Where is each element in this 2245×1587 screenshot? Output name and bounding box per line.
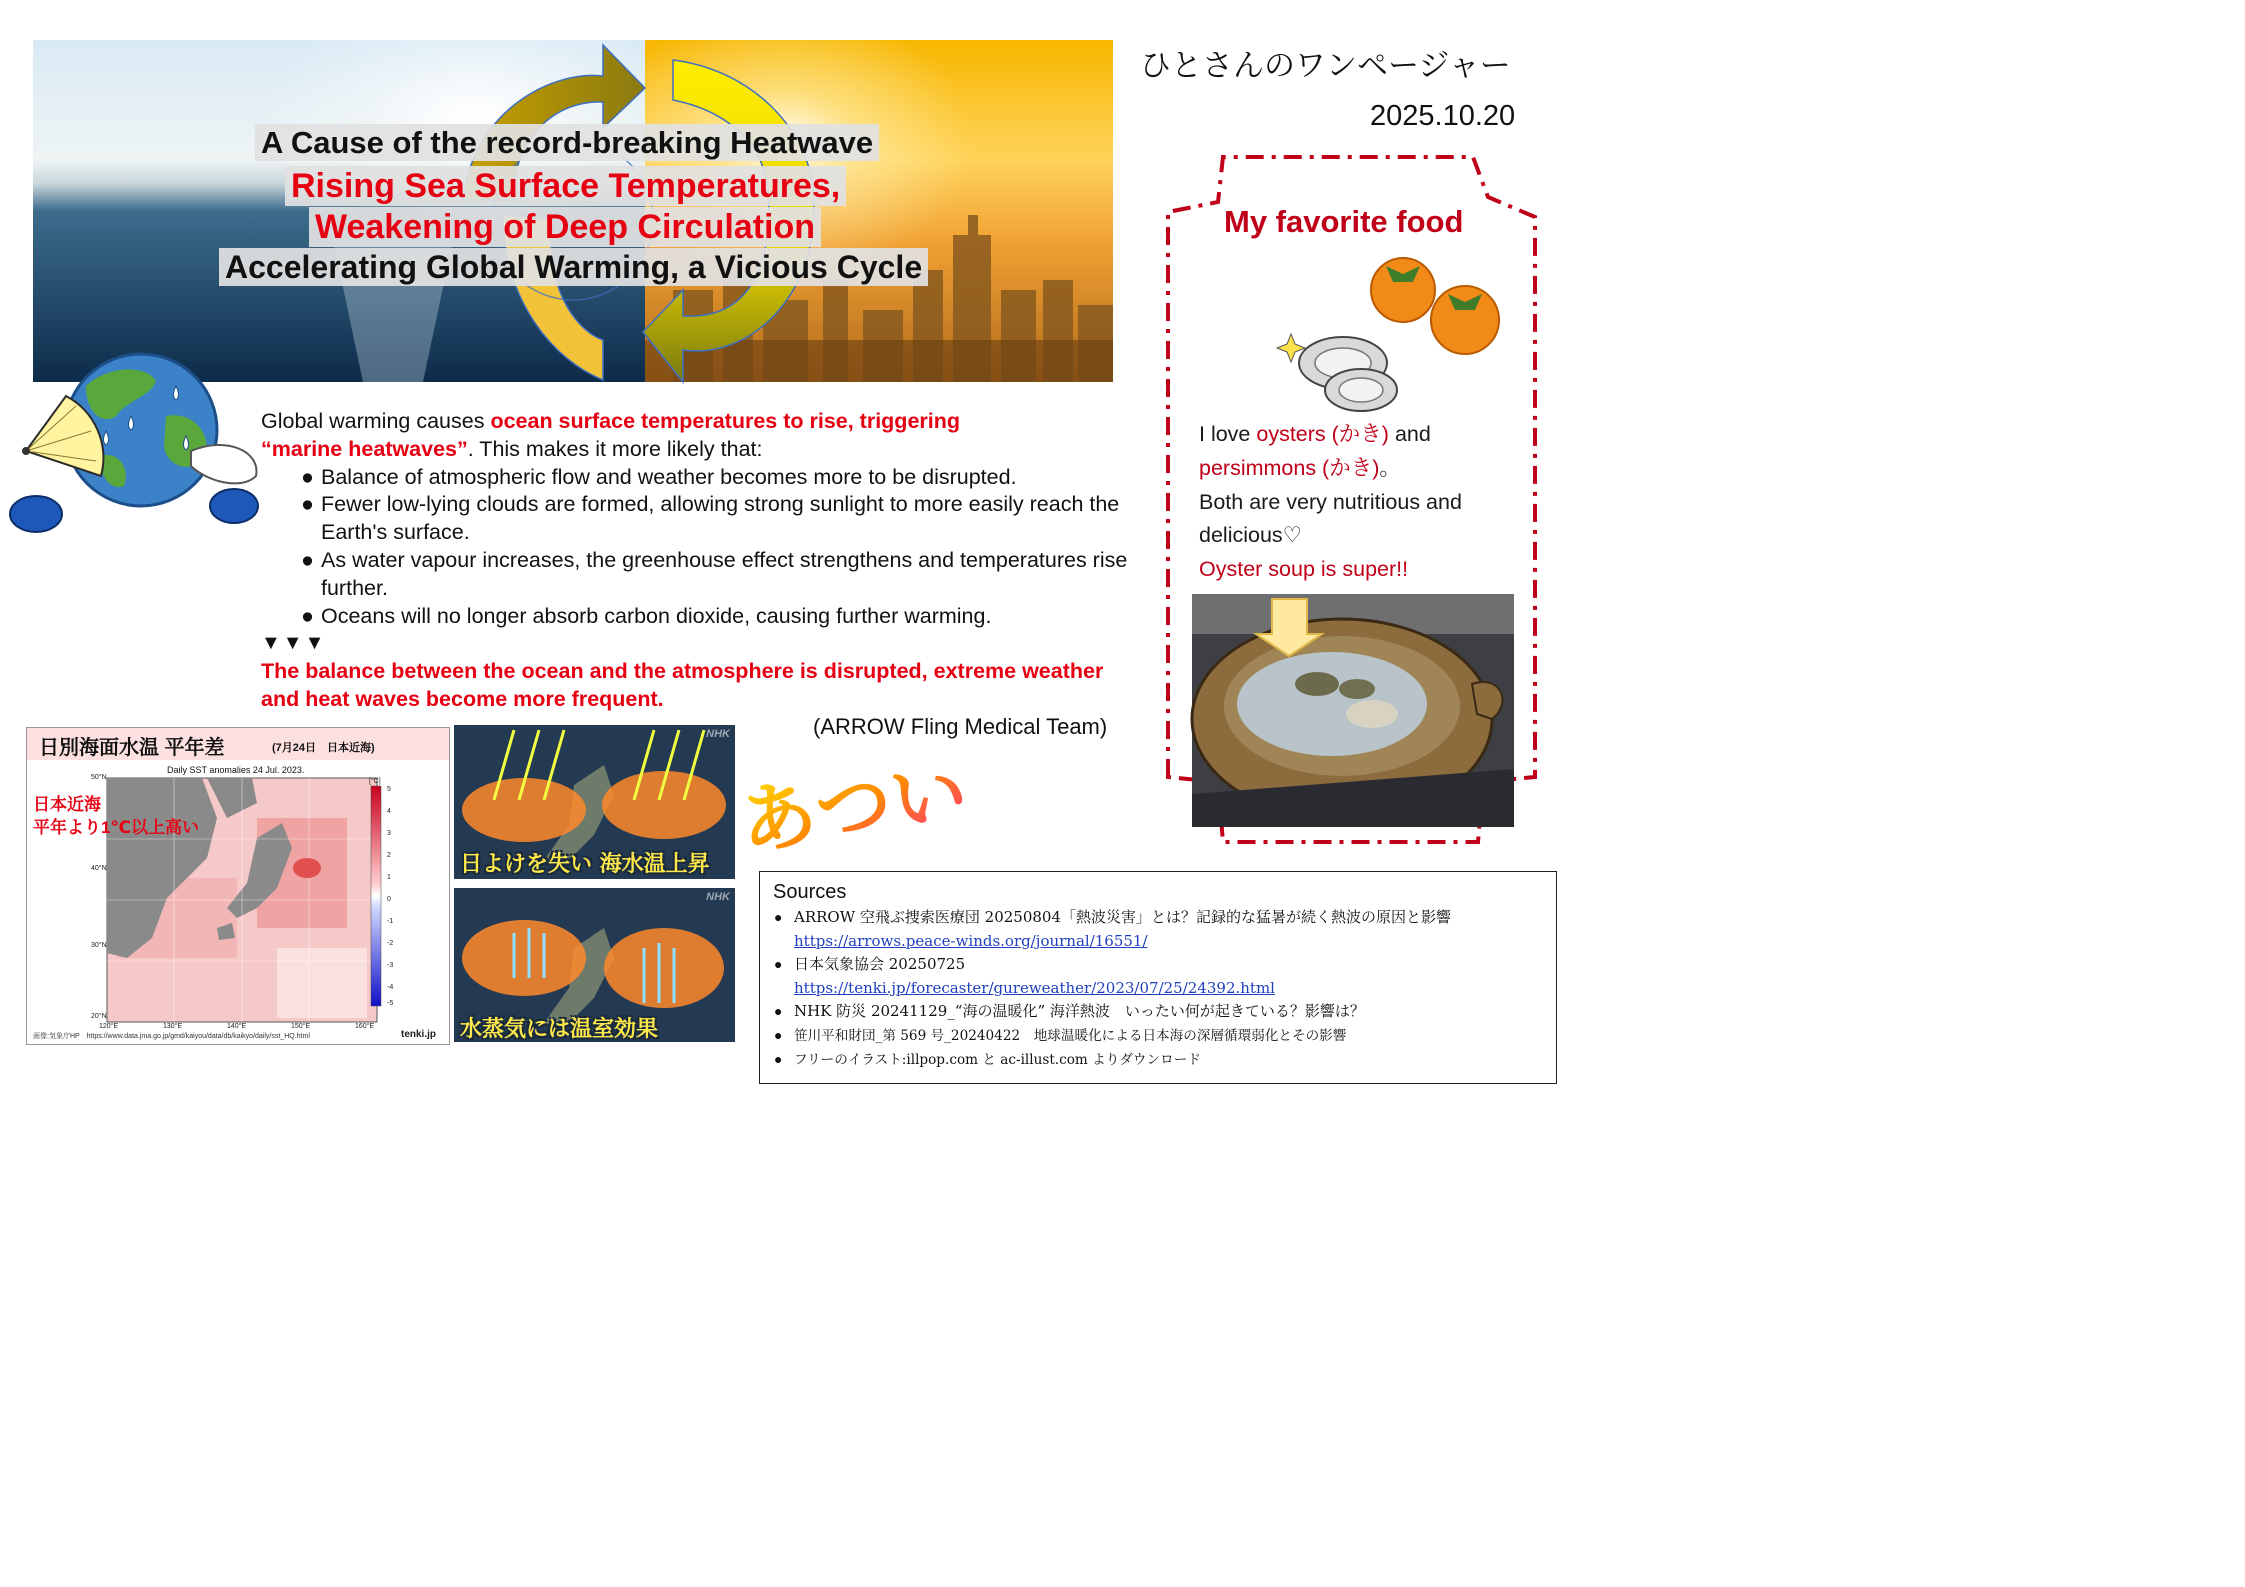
intro-paragraph: Global warming causes ocean surface temperatures to rise, triggering “marine heatwaves”. This makes it more likely that: (261, 409, 961, 461)
main-body-text (261, 408, 1141, 714)
lat-tick: 40°N (91, 865, 107, 872)
source-item: ● ARROW 空飛ぶ捜索医療団 20250804「熱波災害」とは？記録的な猛暑が続く熱波の原因と影響 (774, 906, 1554, 930)
lon-tick: 160°E (355, 1023, 375, 1030)
lon-tick: 140°E (227, 1023, 247, 1030)
bullet-item: ● Balance of atmospheric flow and weather becomes more to be disrupted. (301, 464, 1141, 492)
source-item: ● NHK 防災 20241129_“海の温暖化” 海洋熱波 いったい何が起きている？影響は？ (774, 1000, 1554, 1024)
scale-unit: [°C] (369, 778, 381, 785)
sweating-earth-illustration (6, 356, 264, 538)
atsui-text: あつい (734, 746, 973, 867)
publication-date: 2025.10.20 (1370, 100, 1516, 132)
oyster-soup-photo (1192, 594, 1514, 827)
sst-title: 日別海面水温 平年差 (39, 737, 225, 759)
scale-tick: -4 (387, 984, 394, 991)
tenki-logo: tenki.jp (401, 1029, 437, 1040)
lon-tick: 120°E (99, 1023, 119, 1030)
lon-tick: 150°E (291, 1023, 311, 1030)
bullet-item: ● Oceans will no longer absorb carbon dioxide, causing further warming. (301, 603, 1141, 631)
atsui-graphic (734, 746, 973, 867)
scale-tick: 2 (387, 852, 391, 859)
bullet-item: ● Fewer low-lying clouds are formed, allowing strong sunlight to more easily reach the Earth's surface. (301, 491, 1141, 547)
header-banner (33, 40, 1113, 382)
oyster-icon (1283, 318, 1403, 416)
source-link[interactable]: https://tenki.jp/forecaster/gureweather/2023/07/25/24392.html (794, 978, 1275, 997)
scale-tick: 3 (387, 830, 391, 837)
scale-tick: -3 (387, 962, 394, 969)
scale-tick: -5 (387, 1000, 394, 1007)
nhk-caption: 日よけを失い 海水温上昇 (460, 851, 710, 877)
lat-tick: 50°N (91, 774, 107, 781)
lat-tick: 20°N (91, 1013, 107, 1020)
bullet-item: ● As water vapour increases, the greenhouse effect strengthens and temperatures rise further. (301, 547, 1141, 603)
scale-tick: 4 (387, 808, 391, 815)
lon-tick: 130°E (163, 1023, 183, 1030)
food-description: I love oysters (かき) and persimmons (かき)。 Both are very nutritious and delicious♡ Oyster soup is super!! (1199, 422, 1462, 582)
nhk-logo: NHK (706, 891, 730, 903)
sst-anomaly-map (26, 727, 450, 1045)
source-item: ● フリーのイラスト:illpop.com と ac-illust.com よりダウンロード (774, 1048, 1554, 1073)
source-item: ● 笹川平和財団_第 569 号_20240422 地球温暖化による日本海の深層循環弱化とその影響 (774, 1024, 1554, 1049)
sst-chart-title: Daily SST anomalies 24 Jul. 2023. (167, 765, 305, 775)
lat-tick: 30°N (91, 942, 107, 949)
banner-title-line2: Rising Sea Surface Temperatures, (285, 166, 846, 206)
banner-title-line1: A Cause of the record-breaking Heatwave (255, 124, 879, 161)
source-item: ● 日本気象協会 20250725 (774, 953, 1554, 977)
sources-box (759, 871, 1557, 1084)
banner-title-line3: Weakening of Deep Circulation (309, 207, 821, 247)
scale-tick: 5 (387, 786, 391, 793)
sst-callout-line1: 日本近海 (33, 795, 101, 814)
sst-image-credit: 画像:気象庁HP https://www.data.jma.go.jp/gmd/kaiyou/data/db/kaikyo/daily/sst_HQ.html (33, 1033, 310, 1040)
nhk-panel-vapor (454, 888, 735, 1042)
source-link[interactable]: https://arrows.peace-winds.org/journal/16551/ (794, 931, 1148, 950)
food-section-title: My favorite food (1224, 204, 1464, 239)
author-credit: (ARROW Fling Medical Team) (813, 714, 1108, 739)
site-title: ひとさんのワンページャー (1140, 48, 1511, 83)
color-scale-bar (371, 786, 381, 1006)
down-triangles: ▼▼▼ (261, 632, 327, 655)
sources-title: Sources (773, 881, 847, 903)
scale-tick: 0 (387, 896, 391, 903)
nhk-logo: NHK (706, 728, 730, 740)
scale-tick: 1 (387, 874, 391, 881)
nhk-panel-sunlight (454, 725, 735, 879)
banner-title-line4: Accelerating Global Warming, a Vicious Cycle (219, 248, 928, 286)
sources-list (774, 906, 1554, 1073)
sst-subtitle: (7月24日 日本近海) (272, 742, 375, 754)
sst-callout-line2: 平年より1℃以上高い (33, 818, 200, 837)
scale-tick: -2 (387, 940, 394, 947)
nhk-caption: 水蒸気には温室効果 (460, 1016, 659, 1042)
scale-tick: -1 (387, 918, 394, 925)
conclusion-text: The balance between the ocean and the atmosphere is disrupted, extreme weather and heat waves become more frequent. (261, 659, 1104, 711)
